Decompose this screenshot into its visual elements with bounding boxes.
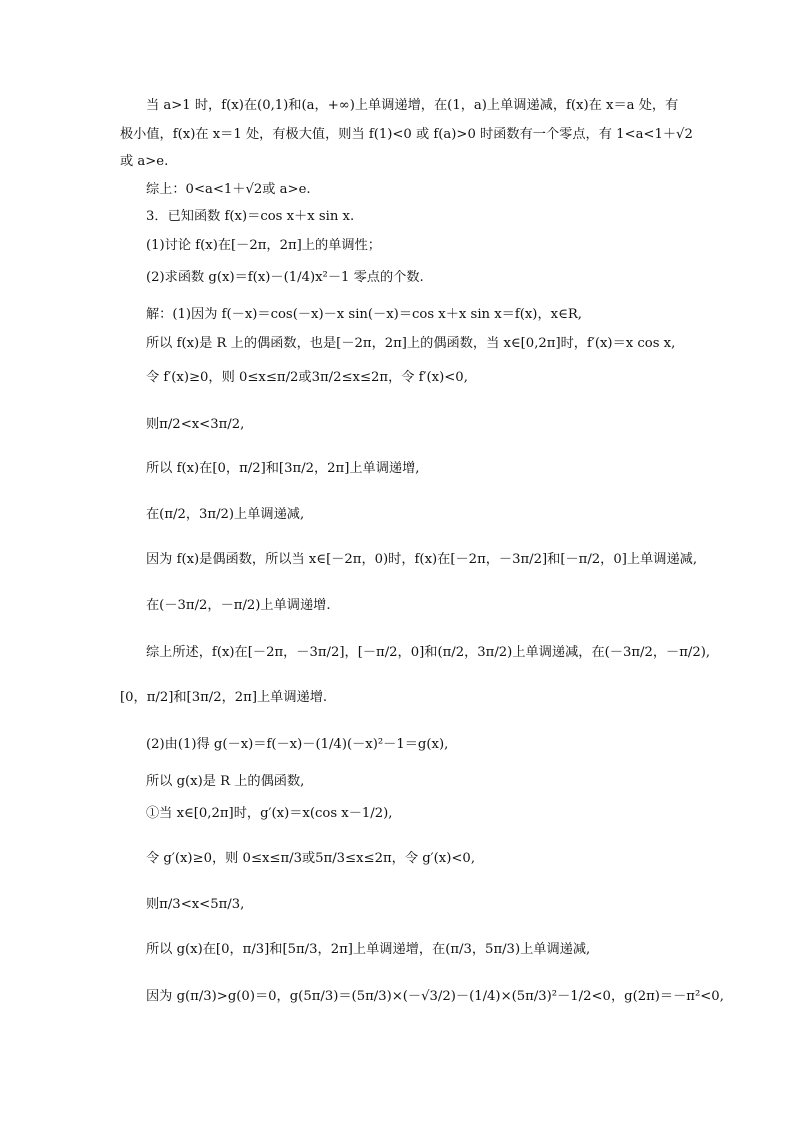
text-line: 则π/3<x<5π/3, — [146, 897, 245, 912]
text-line: 在(π/2，3π/2)上单调递减, — [146, 507, 305, 522]
text-line: (2)由(1)得 g(－x)＝f(－x)－(1/4)(－x)²－1＝g(x), — [146, 737, 449, 752]
text-line: (1)讨论 f(x)在[－2π，2π]上的单调性； — [146, 238, 381, 253]
text-line: 综上：0<a<1＋√2或 a>e. — [146, 182, 311, 197]
text-line: 综上所述，f(x)在[－2π，－3π/2]，[－π/2，0]和(π/2，3π/2)上单调递减，在(－3π/2，－π/2), — [146, 645, 711, 660]
text-line: 当 a>1 时，f(x)在(0,1)和(a，+∞)上单调递增，在(1，a)上单调递减，f(x)在 x＝a 处，有 — [146, 98, 679, 113]
text-line: 所以 f(x)在[0，π/2]和[3π/2，2π]上单调递增, — [146, 461, 420, 476]
text-line: 极小值，f(x)在 x＝1 处，有极大值，则当 f(1)<0 或 f(a)>0 时函数有一个零点，有 1<a<1＋√2 — [120, 127, 693, 142]
text-line: 则π/2<x<3π/2, — [146, 417, 245, 432]
text-line: (2)求函数 g(x)＝f(x)－(1/4)x²－1 零点的个数. — [146, 270, 424, 285]
text-line: 解：(1)因为 f(－x)＝cos(－x)－x sin(－x)＝cos x＋x sin x＝f(x)，x∈R, — [146, 307, 582, 322]
text-line: 或 a>e. — [120, 154, 169, 169]
text-line: ①当 x∈[0,2π]时，g′(x)＝x(cos x－1/2), — [146, 806, 393, 821]
text-line: 所以 g(x)在[0，π/3]和[5π/3，2π]上单调递增，在(π/3，5π/3)上单调递减, — [146, 942, 591, 957]
text-line: 令 f′(x)≥0，则 0≤x≤π/2或3π/2≤x≤2π，令 f′(x)<0, — [146, 370, 468, 385]
text-line: 在(－3π/2，－π/2)上单调递增. — [146, 598, 331, 613]
text-line: 因为 f(x)是偶函数，所以当 x∈[－2π，0)时，f(x)在[－2π，－3π/2]和[－π/2，0]上单调递减, — [146, 552, 698, 567]
text-line: 因为 g(π/3)>g(0)＝0，g(5π/3)＝(5π/3)×(－√3/2)－(1/4)×(5π/3)²－1/2<0，g(2π)＝－π²<0, — [146, 989, 724, 1004]
text-line: 所以 f(x)是 R 上的偶函数，也是[－2π，2π]上的偶函数，当 x∈[0,2π]时，f′(x)＝x cos x, — [146, 336, 676, 351]
text-line: 所以 g(x)是 R 上的偶函数, — [146, 774, 305, 789]
text-line: 令 g′(x)≥0，则 0≤x≤π/3或5π/3≤x≤2π，令 g′(x)<0, — [146, 851, 476, 866]
problem-title: 3．已知函数 f(x)＝cos x＋x sin x. — [146, 209, 355, 224]
text-line: [0，π/2]和[3π/2，2π]上单调递增. — [120, 690, 328, 705]
